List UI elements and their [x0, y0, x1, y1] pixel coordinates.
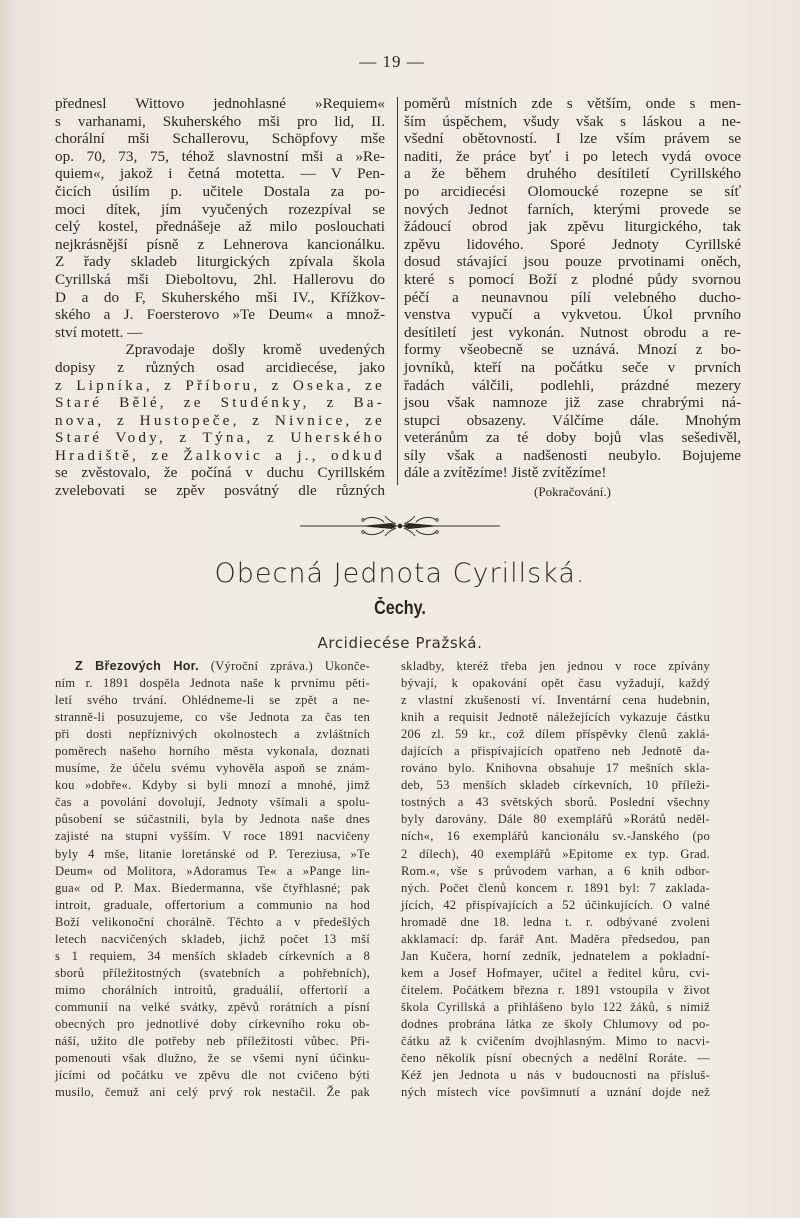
- text-line: introit, graduale, offertorium a communio na hod: [55, 897, 370, 912]
- page-number: — 19 —: [359, 52, 425, 71]
- text-line: nových Jednot farních, kterými provede se: [404, 200, 741, 218]
- text-line: čicích úsilím p. učitele Dostala za po-: [55, 182, 385, 200]
- text-line: Zpravodaje došly kromě uvedených: [55, 341, 385, 359]
- text-line: s 1 requiem, 34 menších skladeb církevních a 8: [55, 948, 370, 963]
- text-line: bývají, k opakování opět času vyžadují, každý: [401, 676, 710, 691]
- text-line: desítiletí jest vykonán. Nutnost obrodu a re-: [404, 323, 741, 341]
- report-location-heading: Z Březových Hor.: [75, 659, 199, 673]
- text-line: náší, užito dle potřeby neb příležitosti vůbec. Při-: [55, 1034, 370, 1049]
- text-line: působení se súčastnili, byla by Jednota naše dnes: [55, 812, 370, 827]
- bottom-right-column: [401, 658, 710, 1101]
- text-line: celý kostel, přednášeje až milo poslouchati: [55, 218, 385, 236]
- text-line: všední obětovností. I lze vším právem se: [404, 130, 741, 148]
- text-line: deb, 53 menších skladeb církevních, 10 příleži-: [401, 778, 710, 793]
- text-line: které s pomocí Boží z plodné půdy svornou: [404, 270, 741, 288]
- text-line: čátku až k cvičením dvojhlasným. Mimo to nacvi-: [401, 1034, 710, 1049]
- text-line: op. 70, 73, 75, téhož slavnostní mši a »Re-: [55, 147, 385, 165]
- text-line: musíme, že účelu svému vyhověla aspoň se znám-: [55, 761, 370, 776]
- top-right-column: [404, 95, 741, 502]
- text-line: rováno bylo. Knihovna obsahuje 17 mešních skla-: [401, 761, 710, 776]
- text-line: ných místech více povšimnutí a uznání dojde než: [401, 1085, 710, 1100]
- text-line: z Lipníka, z Příboru, z Oseka, ze: [55, 376, 385, 394]
- text-line: z vlastní zkušenosti ví. Inventární cena hudebnin,: [401, 693, 710, 708]
- text-line: Deum« od Molitora, »Adoramus Te« a »Pange lin-: [55, 863, 370, 878]
- text-line: dodnes probrána látka ze školy Chlumovy od po-: [401, 1016, 710, 1031]
- text-line: jovníků, kteří na počátku seče v prvních: [404, 358, 741, 376]
- text-line: communií na velké svátky, zpěvů rorátních a písní: [55, 999, 370, 1014]
- region-heading: Čechy.: [374, 598, 426, 619]
- section-title: Obecná Jednota Cyrillská.: [214, 558, 586, 589]
- text-line: letech nacvičených skladeb, jichž počet 13 mší: [55, 931, 370, 946]
- text-line: poměrech našeho horního města vykonala, doznati: [55, 744, 370, 759]
- text-line: tostných a 43 světských sborů. Poslední všechny: [401, 795, 710, 810]
- text-line: po arcidiecési Olomoucké rozepne se síť: [404, 182, 741, 200]
- text-line: moci dítek, jím vyučených rozezpíval se: [55, 200, 385, 218]
- text-line: stupci obsazeny. Válčíme dále. Mnohým: [404, 411, 741, 429]
- bottom-left-column: [55, 658, 370, 1101]
- text-line: ství motett. —: [55, 323, 143, 341]
- text-line: formy všeobecně se uznává. Mnozí z bo-: [404, 341, 741, 359]
- text-line: venstva vypučí a vykvetou. Úkol prvního: [404, 306, 741, 324]
- text-line: Staré Vody, z Týna, z Uherského: [55, 429, 385, 447]
- top-left-column: [55, 95, 385, 500]
- text-line: chorální mši Schallerovu, Schöpfovy mše: [55, 130, 385, 148]
- text-line: mimo chorálních introitů, graduálií, offertorií a: [55, 982, 370, 997]
- text-line: s varhanami, Skuherského mši pro lid, II.: [55, 112, 385, 130]
- text-line: [55, 658, 370, 675]
- text-line: Hradiště, ze Žalkovic a j., odkud: [55, 446, 385, 464]
- text-line: gua« od P. Max. Biedermanna, vše čtyřhlasné; pak: [55, 880, 370, 895]
- text-line: dosud stávající jsou pouze prvotinami oněch,: [404, 253, 741, 271]
- text-line: poměrů místních zde s větším, onde s men-: [404, 95, 741, 112]
- text-line: čeno několik písní obecných a nedělní Roráte. —: [401, 1051, 710, 1066]
- text-line: pomenouti však dlužno, že se všemi nyní účinku-: [55, 1051, 370, 1066]
- text-line: Jan Kučera, horní zedník, jednatelem a pokladní-: [401, 948, 710, 963]
- text-line: kem a Josef Hofmayer, učitel a ředitel kůru, cvi-: [401, 965, 710, 980]
- text-line: přednesl Wittovo jednohlasné »Requiem«: [55, 95, 385, 112]
- text-line: ského a J. Foersterovo »Te Deum« a množ-: [55, 306, 385, 324]
- text-line: ných. Počet členů koncem r. 1891 byl: 7 zaklada-: [401, 880, 710, 895]
- text-line: musilo, čemuž ani celý prvý rok nestačil. Že pak: [55, 1085, 370, 1100]
- text-line: jících, 42 přispívajících a 52 účinkujících. O valné: [401, 897, 710, 912]
- text-line: jícími od počátku ve zpěvu dle not cvičeno býti: [55, 1068, 370, 1083]
- text-line: zvelebovati se zpěv posvátný dle různých: [55, 482, 385, 500]
- text-line: sborů příležitostných (svatebních a pohřebních),: [55, 965, 370, 980]
- text-line: žádoucí obrod jak zpěvu liturgického, tak: [404, 218, 741, 236]
- text-line: hromadě dne 18. ledna t. r. odbývané zvoleni: [401, 914, 710, 929]
- text-line: zajisté na stupni vyšším. V roce 1891 nacvičeny: [55, 829, 370, 844]
- ornament-divider-icon: [300, 512, 500, 540]
- text-fragment: (Výroční zpráva.) Ukonče-: [198, 659, 370, 673]
- text-line: Z řady skladeb liturgických zpívala škola: [55, 253, 385, 271]
- text-line: řadách válčili, podlehli, prázdné mezery: [404, 376, 741, 394]
- text-line: zpěvu lidového. Sporé Jednoty Cyrillské: [404, 235, 741, 253]
- text-line: 2 dílech), 40 exemplářů »Epitome ex typ. Grad.: [401, 846, 710, 861]
- text-line: veteránům za té doby bojů vlas sešedivěl,: [404, 429, 741, 447]
- text-line: byly 4 mše, litanie loretánské od P. Tereziusa, »Te: [55, 846, 370, 861]
- text-line: Kéž jen Jednota u nás v budoucnosti na přísluš-: [401, 1068, 710, 1083]
- text-line: obecných pro jednotlivé doby církevního roku ob-: [55, 1016, 370, 1031]
- text-line: ším úspěchem, všudy však s láskou a ne-: [404, 112, 741, 130]
- text-line: síly však a nadšenosti neubylo. Bojujeme: [404, 446, 741, 464]
- text-line: čas a povolání dovolují, Jednoty všímali a spolu-: [55, 795, 370, 810]
- text-line: čitelem. Počátkem března r. 1891 vstoupila v život: [401, 982, 710, 997]
- text-line: 206 zl. 59 kr., což dílem příspěvky členů zaklá-: [401, 727, 710, 742]
- text-line: při dosti nepříznivých okolnostech a zvláštních: [55, 727, 370, 742]
- text-line: dajících a přispívajících opatřeno neb Jednotě da-: [401, 744, 710, 759]
- text-line: akklamací: dp. farář Ant. Maděra předsedou, pan: [401, 931, 710, 946]
- text-line: stranně-li posuzujeme, co vše Jednota za čas ten: [55, 710, 370, 725]
- text-line: byly darovány. Dále 80 exemplářů »Rorátů neděl-: [401, 812, 710, 827]
- text-line: naditi, že práce byť i po letech vydá ovoce: [404, 147, 741, 165]
- continued-note: (Pokračování.): [534, 484, 611, 500]
- text-line: kou »dobře«. Kdyby si byli mnozí a mnohé, jimž: [55, 778, 370, 793]
- text-line: dopisy z různých osad arcidiecése, jako: [55, 358, 385, 376]
- column-divider: [397, 97, 398, 485]
- text-line: nejkrásnější písně z Lehnerova kancionálku.: [55, 235, 385, 253]
- text-line: ním r. 1891 dospěla Jednota naše k prvnímu pěti-: [55, 676, 370, 691]
- text-line: jsou však namnoze již zase chrabrými ná-: [404, 394, 741, 412]
- text-line: Cyrillská mši Dieboltovu, 2hl. Hallerovu do: [55, 270, 385, 288]
- diocese-heading: Arcidiecése Pražská.: [317, 634, 483, 652]
- text-line: skladby, kteréž třeba jen jednou v roce zpívány: [401, 659, 710, 673]
- text-line: knih a requisit Jednotě náležejících vykazuje částku: [401, 710, 710, 725]
- text-line: dále a zvítězíme! Jistě zvítězíme!: [404, 464, 607, 482]
- text-line: škola Cyrillská a přihlášeno bylo 122 žáků, s nimiž: [401, 999, 710, 1014]
- text-line: quiem«, jakož i četná motetta. — V Pen-: [55, 165, 385, 183]
- text-line: se zvěstovalo, že počíná v duchu Cyrillském: [55, 464, 385, 482]
- text-line: a že během druhého desítiletí Cyrillského: [404, 165, 741, 183]
- text-line: Boží velikonoční chorálně. Těchto a v předešlých: [55, 914, 370, 929]
- text-line: péčí a neunavnou pílí velebného ducho-: [404, 288, 741, 306]
- text-line: Rom.«, vše s průvodem varhan, a 6 knih odbor-: [401, 863, 710, 878]
- text-line: D a do F, Skuherského mši IV., Křížkov-: [55, 288, 385, 306]
- text-line: ních«, 16 exemplářů kancionálu sv.-Janského (po: [401, 829, 710, 844]
- text-line: Staré Bělé, ze Studénky, z Ba-: [55, 394, 385, 412]
- text-line: letí svého trvání. Ohlédneme-li se zpět a ne-: [55, 693, 370, 708]
- text-line: nova, z Hustopeče, z Nivnice, ze: [55, 411, 385, 429]
